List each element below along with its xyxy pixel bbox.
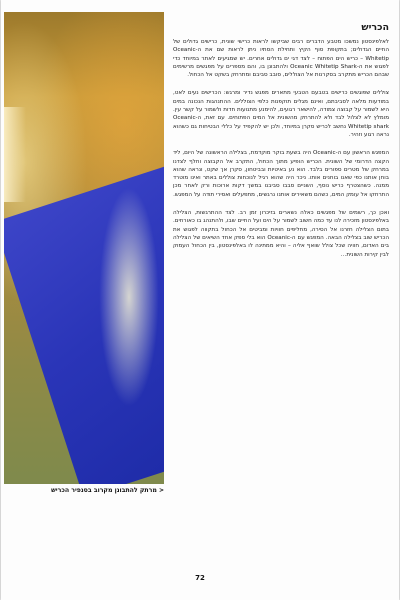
page-number: 72 (195, 574, 205, 582)
article-heading: הכריש (361, 22, 389, 33)
article-paragraph: לאלפינסטון נמשכו מטבע הדברים רבים שביקשו לראות כרישי שונית, כרישים גדולים של החיים הגדולים; בתקופת סוף הקיץ ותחילת הסתיו ניתן לראות שם את ה-Oceanic Whitetip – כריש הים הפתוח – לצד דגי ים גדולים אחרים. יש שמגיעים לאתר במיוחד כדי לפגוש את ה-Oceanic Whitetip Shark ולהתבונן בו, והם מספרים על מפגשים מרשימים שבהם הכריש מתקרב בסקרנות אל הצוללים, סובב סביבם ומתרחק בשקט אל הכחול. (173, 39, 389, 79)
article-column (173, 22, 389, 562)
photo-caption (4, 484, 164, 498)
article-paragraph: צוללים שפוגשים כרישים בטבעם הטבעי מתארים מפגש נדיר ומרגש: הכרישים נעים לאט, במודעות מלאה לסביבתם, ואינם מגלים תוקפנות כלפי הצוללים. ההתנהגות הנכונה במים היא לשמור על קבוצה צמודה, להישאר רגועים, להימנע מתנועות חדות ולשמור על קשר עין. מומלץ לא לצלול לבד ולא להתרחק מהשונית אל המים הפתוחים. עם זאת, ה-Oceanic Whitetip shark נחשב לכריש סקרן במיוחד, ולכן יש להקפיד על כללי הבטיחות גם כשהוא נראה רגוע וזהיר. (173, 90, 389, 138)
caption-arrow: < (158, 487, 164, 494)
underwater-photo (4, 12, 164, 484)
article-paragraph: ואכן כך, רשמים של מפגשים כאלה נשארים בזיכרון זמן רב. לצד ההתרגשות, הצלילה באלפינסטון מזכירה לנו עד כמה חשוב לשמור על הים ועל החיים שבו, ולהתנהג בו כאורחים. בתום הצלילה חזרנו אל הסירה, מחליפים חוויות ומביטים אל הכחול בתקווה לפגוש את הכריש שוב בצלילה הבאה. המפגש עם ה-Oceanic הוא בלי ספק אחד השיאים של הצלילה בים האדום, חוויה שכל צולל שואף אליה – והיא ממתינה לו באלפינסטון, בין הכחול העמוק לבין קירות השונית… (173, 210, 389, 258)
photo-highlight (99, 187, 159, 407)
photo-light-band (4, 107, 26, 202)
article-paragraph: המפגש הראשון עם ה-Oceanic היה בשעת בוקר מוקדמת, בצלילה הראשונה של היום, ליד הקצה הדרומי של השונית. הכריש הופיע מתוך הכחול, התקרב אל הקבוצה וחלף לצדנו במרחק של מטרים ספורים בלבד. הוא נע באיטיות ובביטחון, סקרן אך שקט, ונראה שהוא בוחן אותנו כפי שאנו בוחנים אותו. ניכר היה שהוא רגיל לנוכחות צוללים באתר ואינו מוטרד ממנה. כשהצטרף כריש נוסף, השניים סבבו סביבנו במשך דקות ארוכות ורק לאחר מכן התרחקו אל עומק המים, כשהם משאירים אותנו נרגשים, מתפעלים ואסירי תודה על המפגש. (173, 150, 389, 198)
caption-text: מרתק להתבונן מקרוב בסנפיר הכריש (51, 487, 157, 494)
magazine-page (1, 0, 399, 600)
